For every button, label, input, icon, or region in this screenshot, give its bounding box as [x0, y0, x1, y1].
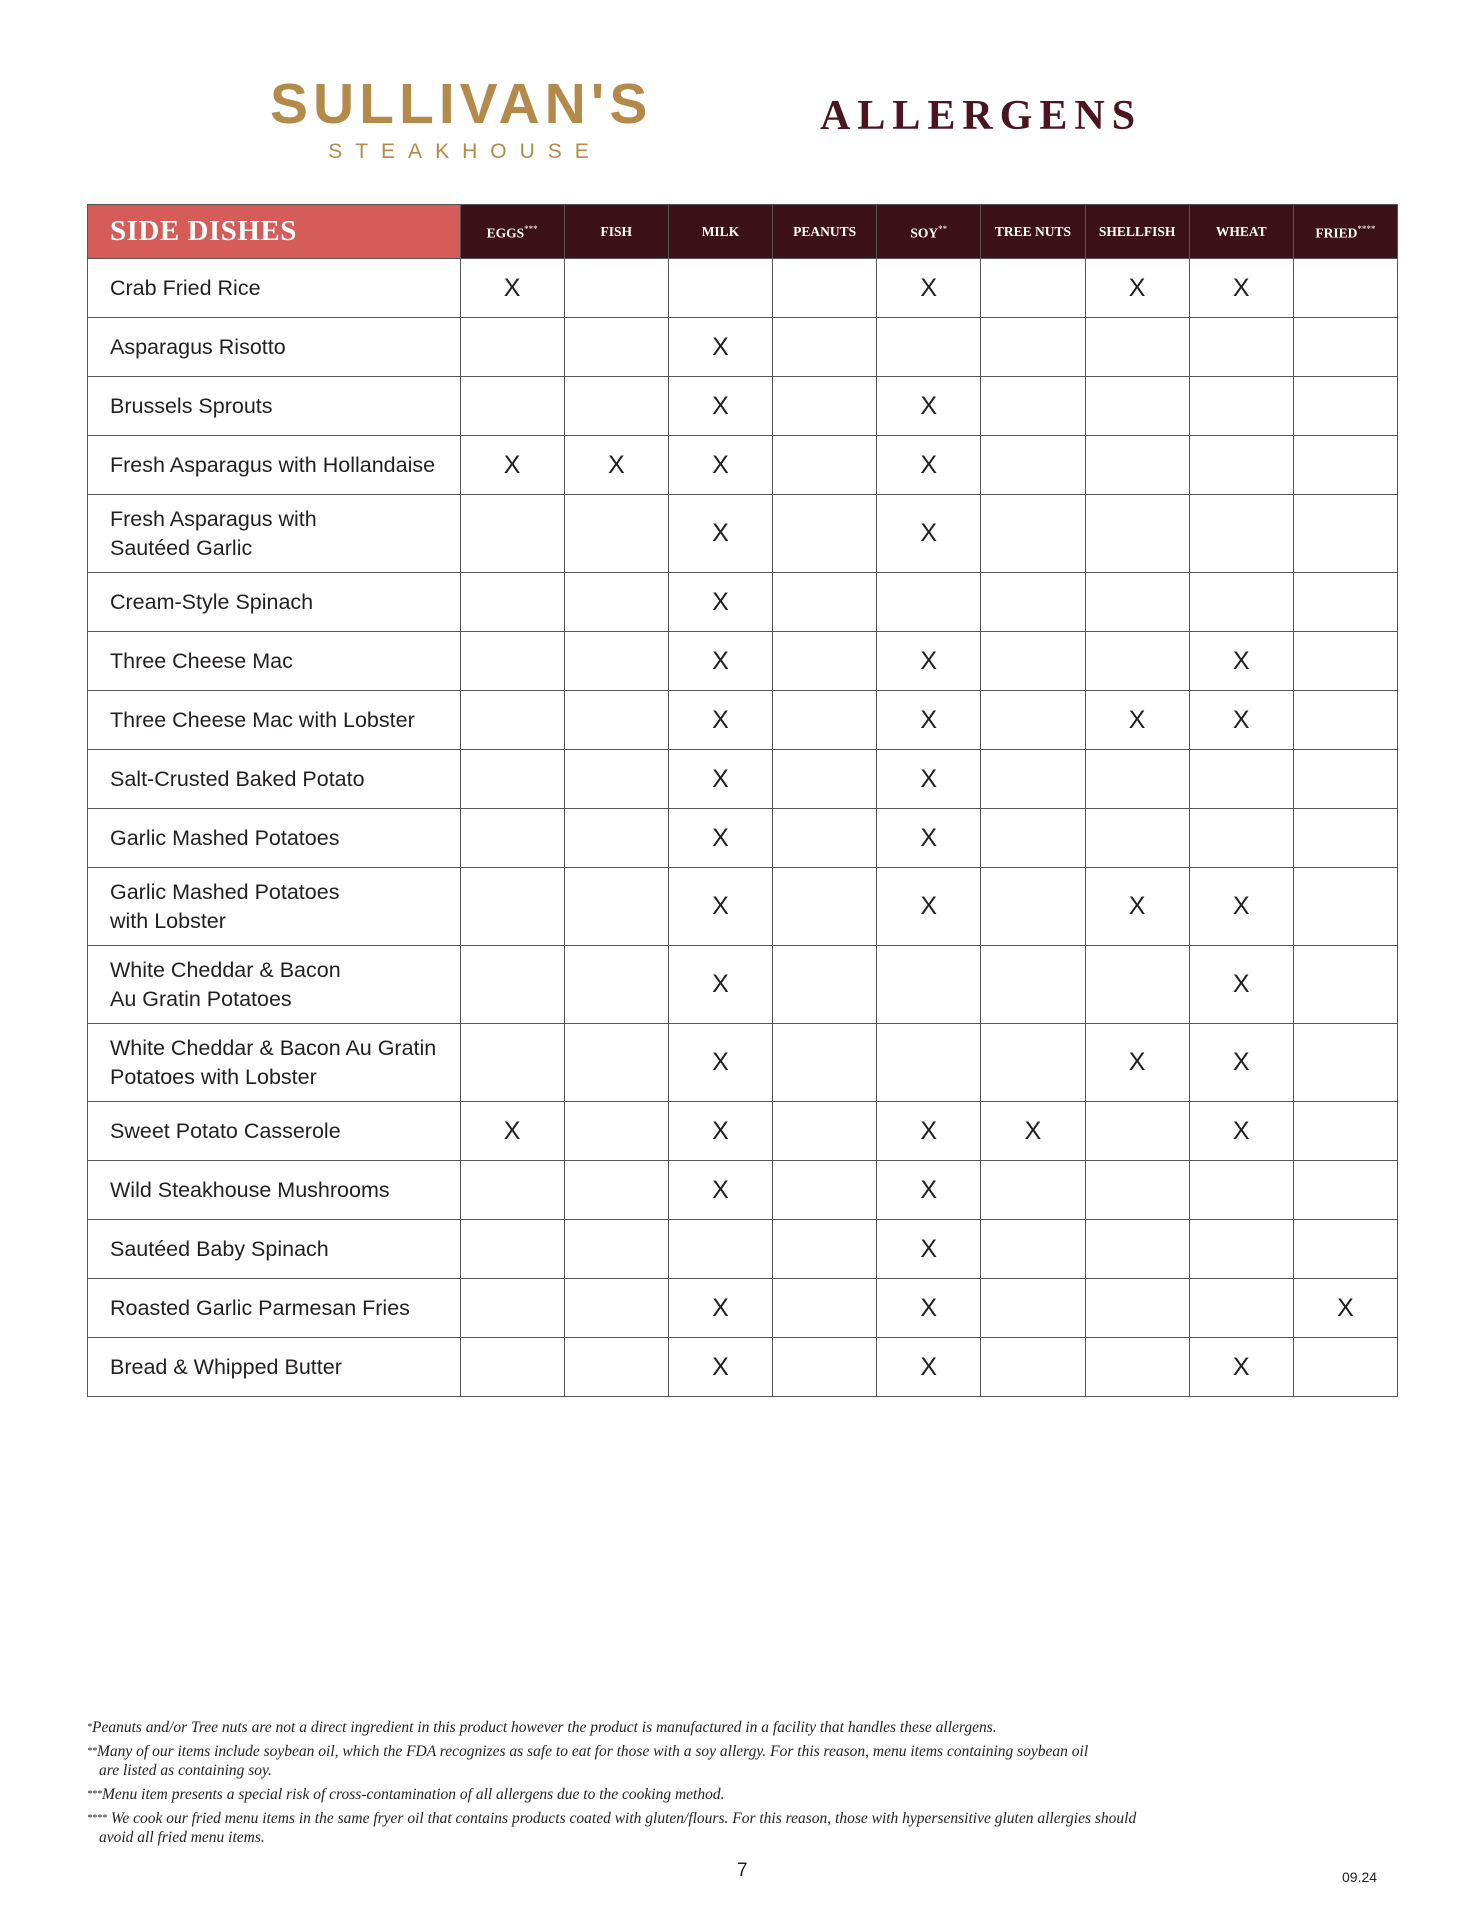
allergen-cell-soy: X	[877, 436, 981, 495]
allergen-cell-soy: X	[877, 1102, 981, 1161]
allergen-cell-peanuts	[773, 495, 877, 573]
allergen-cell-eggs	[460, 1024, 564, 1102]
table-row	[88, 436, 1398, 495]
table-row	[88, 1338, 1398, 1397]
allergen-cell-wheat	[1189, 1220, 1293, 1279]
column-header-tree-nuts	[981, 205, 1085, 259]
allergen-cell-fried	[1293, 259, 1397, 318]
allergen-cell-peanuts	[773, 573, 877, 632]
allergen-cell-milk: X	[668, 691, 772, 750]
allergen-cell-soy: X	[877, 750, 981, 809]
column-header-label: MILK	[701, 224, 740, 239]
allergen-cell-milk: X	[668, 1279, 772, 1338]
allergen-cell-milk: X	[668, 868, 772, 946]
allergen-cell-peanuts	[773, 377, 877, 436]
footnote-text: Menu item presents a special risk of cross-contamination of all allergens due to the cooking method.	[102, 1786, 725, 1803]
column-header-eggs	[460, 205, 564, 259]
allergen-cell-peanuts	[773, 750, 877, 809]
table-row	[88, 946, 1398, 1024]
allergen-cell-shellfish	[1085, 436, 1189, 495]
allergen-cell-fried	[1293, 632, 1397, 691]
allergen-cell-shellfish	[1085, 495, 1189, 573]
allergen-cell-eggs: X	[460, 1102, 564, 1161]
column-header-label: FISH	[600, 224, 633, 239]
allergen-cell-wheat	[1189, 1279, 1293, 1338]
allergen-cell-wheat: X	[1189, 1102, 1293, 1161]
menu-item-name: Sweet Potato Casserole	[88, 1102, 461, 1161]
menu-item-name: Garlic Mashed Potatoes	[88, 809, 461, 868]
allergen-cell-fish	[564, 318, 668, 377]
table-row	[88, 750, 1398, 809]
allergen-cell-fried: X	[1293, 1279, 1397, 1338]
table-row	[88, 1279, 1398, 1338]
allergen-cell-soy	[877, 946, 981, 1024]
allergen-cell-eggs	[460, 495, 564, 573]
allergen-cell-fried	[1293, 691, 1397, 750]
allergen-cell-eggs	[460, 1220, 564, 1279]
column-header-label: SHELLFISH	[1098, 224, 1176, 239]
allergen-cell-eggs	[460, 946, 564, 1024]
table-row	[88, 809, 1398, 868]
allergen-cell-tree-nuts	[981, 691, 1085, 750]
allergen-cell-fish	[564, 868, 668, 946]
footnote	[87, 1718, 1407, 1737]
menu-item-name: Roasted Garlic Parmesan Fries	[88, 1279, 461, 1338]
allergen-cell-fish	[564, 377, 668, 436]
footnote-continuation: avoid all fried menu items.	[99, 1829, 265, 1846]
table-body	[88, 259, 1398, 1397]
allergen-cell-fried	[1293, 1161, 1397, 1220]
allergen-cell-shellfish: X	[1085, 691, 1189, 750]
allergen-cell-tree-nuts	[981, 809, 1085, 868]
allergen-cell-fish	[564, 632, 668, 691]
allergen-cell-fish	[564, 495, 668, 573]
table-row	[88, 573, 1398, 632]
allergen-cell-peanuts	[773, 1161, 877, 1220]
allergen-cell-eggs	[460, 632, 564, 691]
column-header-label: WHEAT	[1215, 224, 1267, 239]
footnote-continuation: are listed as containing soy.	[99, 1762, 272, 1779]
table-row	[88, 259, 1398, 318]
allergen-cell-shellfish	[1085, 1102, 1189, 1161]
footnote-mark: ***	[87, 1789, 102, 1800]
allergen-cell-wheat	[1189, 750, 1293, 809]
table-row	[88, 1161, 1398, 1220]
allergen-cell-wheat	[1189, 809, 1293, 868]
footnote-text: We cook our fried menu items in the same fryer oil that contains products coated with gluten/flours. For this reason, those with hypersensitive gluten allergies should	[107, 1810, 1137, 1827]
menu-item-name: Garlic Mashed Potatoes with Lobster	[88, 868, 461, 946]
allergen-cell-eggs	[460, 1161, 564, 1220]
column-header-fish	[564, 205, 668, 259]
allergen-cell-shellfish	[1085, 1338, 1189, 1397]
allergen-cell-fish	[564, 573, 668, 632]
allergen-cell-fried	[1293, 750, 1397, 809]
page-title: ALLERGENS	[820, 93, 1143, 139]
allergen-cell-milk: X	[668, 809, 772, 868]
menu-item-name: Salt-Crusted Baked Potato	[88, 750, 461, 809]
allergen-cell-fried	[1293, 946, 1397, 1024]
brand-subtitle: STEAKHOUSE	[328, 140, 602, 163]
allergen-cell-shellfish: X	[1085, 868, 1189, 946]
allergen-cell-shellfish	[1085, 573, 1189, 632]
table-row	[88, 1102, 1398, 1161]
allergen-cell-peanuts	[773, 1024, 877, 1102]
menu-item-name: Sautéed Baby Spinach	[88, 1220, 461, 1279]
allergen-cell-wheat: X	[1189, 1338, 1293, 1397]
menu-item-name: Asparagus Risotto	[88, 318, 461, 377]
allergen-cell-milk: X	[668, 573, 772, 632]
allergen-cell-fried	[1293, 809, 1397, 868]
allergen-table-wrapper	[87, 204, 1398, 1397]
allergen-cell-wheat	[1189, 436, 1293, 495]
column-header-footnote-mark: **	[938, 224, 948, 235]
allergen-cell-fried	[1293, 868, 1397, 946]
allergen-cell-eggs	[460, 691, 564, 750]
allergen-cell-shellfish: X	[1085, 1024, 1189, 1102]
column-header-wheat	[1189, 205, 1293, 259]
section-title: SIDE DISHES	[88, 205, 461, 259]
allergen-cell-shellfish	[1085, 632, 1189, 691]
allergen-cell-milk: X	[668, 750, 772, 809]
column-header-label: PEANUTS	[793, 224, 857, 239]
column-header-label: FRIED	[1315, 225, 1358, 241]
brand-name: SULLIVAN'S	[270, 72, 653, 136]
allergen-cell-fried	[1293, 377, 1397, 436]
allergen-cell-eggs: X	[460, 259, 564, 318]
menu-item-name: Bread & Whipped Butter	[88, 1338, 461, 1397]
allergen-cell-peanuts	[773, 809, 877, 868]
allergen-cell-soy: X	[877, 1161, 981, 1220]
allergen-cell-fried	[1293, 1220, 1397, 1279]
table-row	[88, 868, 1398, 946]
allergen-cell-milk: X	[668, 1024, 772, 1102]
allergen-cell-milk	[668, 259, 772, 318]
allergen-cell-tree-nuts	[981, 495, 1085, 573]
allergen-cell-eggs	[460, 750, 564, 809]
menu-item-name: Wild Steakhouse Mushrooms	[88, 1161, 461, 1220]
menu-item-name: Three Cheese Mac with Lobster	[88, 691, 461, 750]
allergen-cell-tree-nuts: X	[981, 1102, 1085, 1161]
allergen-cell-tree-nuts	[981, 259, 1085, 318]
footnote-mark: *	[87, 1722, 92, 1733]
table-row	[88, 1024, 1398, 1102]
allergen-cell-fish	[564, 750, 668, 809]
allergen-cell-wheat	[1189, 1161, 1293, 1220]
allergen-cell-tree-nuts	[981, 1279, 1085, 1338]
footnotes	[87, 1718, 1407, 1852]
allergen-cell-shellfish	[1085, 809, 1189, 868]
footnote	[87, 1742, 1407, 1780]
allergen-cell-soy: X	[877, 1338, 981, 1397]
allergen-cell-wheat	[1189, 573, 1293, 632]
allergen-cell-shellfish	[1085, 750, 1189, 809]
allergen-cell-fried	[1293, 1102, 1397, 1161]
column-header-label: TREE NUTS	[994, 224, 1071, 239]
allergen-cell-fish	[564, 691, 668, 750]
allergen-cell-tree-nuts	[981, 632, 1085, 691]
allergen-cell-soy	[877, 573, 981, 632]
brand-logo	[270, 72, 653, 164]
allergen-cell-shellfish	[1085, 318, 1189, 377]
allergen-cell-shellfish	[1085, 1161, 1189, 1220]
allergen-cell-shellfish	[1085, 1220, 1189, 1279]
allergen-cell-eggs: X	[460, 436, 564, 495]
allergen-cell-milk: X	[668, 946, 772, 1024]
allergen-cell-tree-nuts	[981, 436, 1085, 495]
allergen-cell-milk: X	[668, 318, 772, 377]
allergen-cell-fish	[564, 946, 668, 1024]
allergen-cell-milk: X	[668, 632, 772, 691]
allergen-cell-peanuts	[773, 259, 877, 318]
table-row	[88, 318, 1398, 377]
allergen-cell-wheat: X	[1189, 1024, 1293, 1102]
column-header-label: SOY	[910, 225, 939, 241]
allergen-cell-fish: X	[564, 436, 668, 495]
allergen-cell-soy: X	[877, 495, 981, 573]
allergen-cell-soy	[877, 1024, 981, 1102]
column-header-footnote-mark: ****	[1357, 224, 1376, 235]
column-header-milk	[668, 205, 772, 259]
table-row	[88, 1220, 1398, 1279]
column-header-soy	[877, 205, 981, 259]
allergen-cell-fish	[564, 1024, 668, 1102]
allergen-cell-peanuts	[773, 1220, 877, 1279]
allergen-cell-tree-nuts	[981, 868, 1085, 946]
allergen-cell-tree-nuts	[981, 1161, 1085, 1220]
allergen-cell-milk	[668, 1220, 772, 1279]
table-header-row	[88, 205, 1398, 259]
allergen-cell-fish	[564, 1161, 668, 1220]
allergen-table	[87, 204, 1398, 1397]
allergen-cell-peanuts	[773, 1279, 877, 1338]
menu-item-name: White Cheddar & Bacon Au Gratin Potatoes with Lobster	[88, 1024, 461, 1102]
allergen-cell-eggs	[460, 573, 564, 632]
menu-item-name: Fresh Asparagus with Hollandaise	[88, 436, 461, 495]
allergen-cell-tree-nuts	[981, 1338, 1085, 1397]
allergen-cell-soy: X	[877, 691, 981, 750]
allergen-cell-eggs	[460, 1338, 564, 1397]
allergen-cell-eggs	[460, 318, 564, 377]
allergen-cell-shellfish: X	[1085, 259, 1189, 318]
menu-item-name: White Cheddar & Bacon Au Gratin Potatoes	[88, 946, 461, 1024]
allergen-cell-peanuts	[773, 868, 877, 946]
column-header-label: EGGS	[486, 225, 525, 241]
allergen-cell-soy: X	[877, 259, 981, 318]
allergen-cell-wheat: X	[1189, 868, 1293, 946]
allergen-cell-wheat	[1189, 495, 1293, 573]
allergen-cell-fish	[564, 1102, 668, 1161]
allergen-cell-peanuts	[773, 1102, 877, 1161]
allergen-cell-soy: X	[877, 632, 981, 691]
footnote-text: Peanuts and/or Tree nuts are not a direct ingredient in this product however the product is manufactured in a facility that handles these allergens.	[92, 1719, 997, 1736]
footnote-mark: **	[87, 1746, 97, 1757]
allergen-cell-wheat: X	[1189, 632, 1293, 691]
table-row	[88, 691, 1398, 750]
allergen-cell-peanuts	[773, 632, 877, 691]
allergen-cell-wheat	[1189, 377, 1293, 436]
allergen-cell-fried	[1293, 573, 1397, 632]
allergen-cell-tree-nuts	[981, 1024, 1085, 1102]
allergen-cell-tree-nuts	[981, 1220, 1085, 1279]
allergen-cell-wheat: X	[1189, 259, 1293, 318]
menu-item-name: Three Cheese Mac	[88, 632, 461, 691]
allergen-cell-milk: X	[668, 377, 772, 436]
allergen-cell-fish	[564, 1220, 668, 1279]
allergen-cell-soy: X	[877, 1279, 981, 1338]
allergen-cell-fish	[564, 1338, 668, 1397]
allergen-cell-milk: X	[668, 1161, 772, 1220]
footnote	[87, 1809, 1407, 1847]
allergen-cell-milk: X	[668, 495, 772, 573]
allergen-cell-wheat	[1189, 318, 1293, 377]
table-row	[88, 632, 1398, 691]
column-header-footnote-mark: ***	[524, 224, 538, 235]
allergen-cell-wheat: X	[1189, 946, 1293, 1024]
allergen-cell-peanuts	[773, 946, 877, 1024]
allergen-cell-eggs	[460, 1279, 564, 1338]
allergen-cell-fish	[564, 809, 668, 868]
allergen-cell-milk: X	[668, 1338, 772, 1397]
allergen-cell-fried	[1293, 436, 1397, 495]
menu-item-name: Cream-Style Spinach	[88, 573, 461, 632]
allergen-cell-shellfish	[1085, 1279, 1189, 1338]
allergen-cell-fried	[1293, 1024, 1397, 1102]
menu-item-name: Fresh Asparagus with Sautéed Garlic	[88, 495, 461, 573]
allergen-cell-tree-nuts	[981, 946, 1085, 1024]
table-row	[88, 495, 1398, 573]
table-row	[88, 377, 1398, 436]
allergen-cell-fried	[1293, 318, 1397, 377]
allergen-cell-eggs	[460, 377, 564, 436]
footnote-text: Many of our items include soybean oil, which the FDA recognizes as safe to eat for those with a soy allergy. For this reason, menu items containing soybean oil	[97, 1743, 1089, 1760]
column-header-peanuts	[773, 205, 877, 259]
allergen-cell-milk: X	[668, 436, 772, 495]
allergen-cell-fried	[1293, 1338, 1397, 1397]
allergen-cell-tree-nuts	[981, 377, 1085, 436]
date-code: 09.24	[1342, 1869, 1378, 1885]
page-number: 7	[737, 1860, 748, 1881]
allergen-cell-eggs	[460, 868, 564, 946]
menu-item-name: Crab Fried Rice	[88, 259, 461, 318]
allergen-cell-wheat: X	[1189, 691, 1293, 750]
allergen-cell-peanuts	[773, 1338, 877, 1397]
allergen-cell-eggs	[460, 809, 564, 868]
allergen-cell-shellfish	[1085, 377, 1189, 436]
footnote-mark: ****	[87, 1813, 107, 1824]
allergen-cell-tree-nuts	[981, 750, 1085, 809]
allergen-cell-fish	[564, 259, 668, 318]
allergen-cell-fish	[564, 1279, 668, 1338]
allergen-cell-soy: X	[877, 1220, 981, 1279]
allergen-cell-soy: X	[877, 377, 981, 436]
allergen-cell-soy: X	[877, 809, 981, 868]
allergen-cell-peanuts	[773, 436, 877, 495]
column-header-shellfish	[1085, 205, 1189, 259]
menu-item-name: Brussels Sprouts	[88, 377, 461, 436]
column-header-fried	[1293, 205, 1397, 259]
allergen-cell-milk: X	[668, 1102, 772, 1161]
allergen-cell-fried	[1293, 495, 1397, 573]
allergen-cell-tree-nuts	[981, 318, 1085, 377]
footnote	[87, 1785, 1407, 1804]
allergen-cell-peanuts	[773, 691, 877, 750]
allergen-cell-soy: X	[877, 868, 981, 946]
allergen-cell-peanuts	[773, 318, 877, 377]
allergen-cell-soy	[877, 318, 981, 377]
allergen-cell-shellfish	[1085, 946, 1189, 1024]
allergen-cell-tree-nuts	[981, 573, 1085, 632]
